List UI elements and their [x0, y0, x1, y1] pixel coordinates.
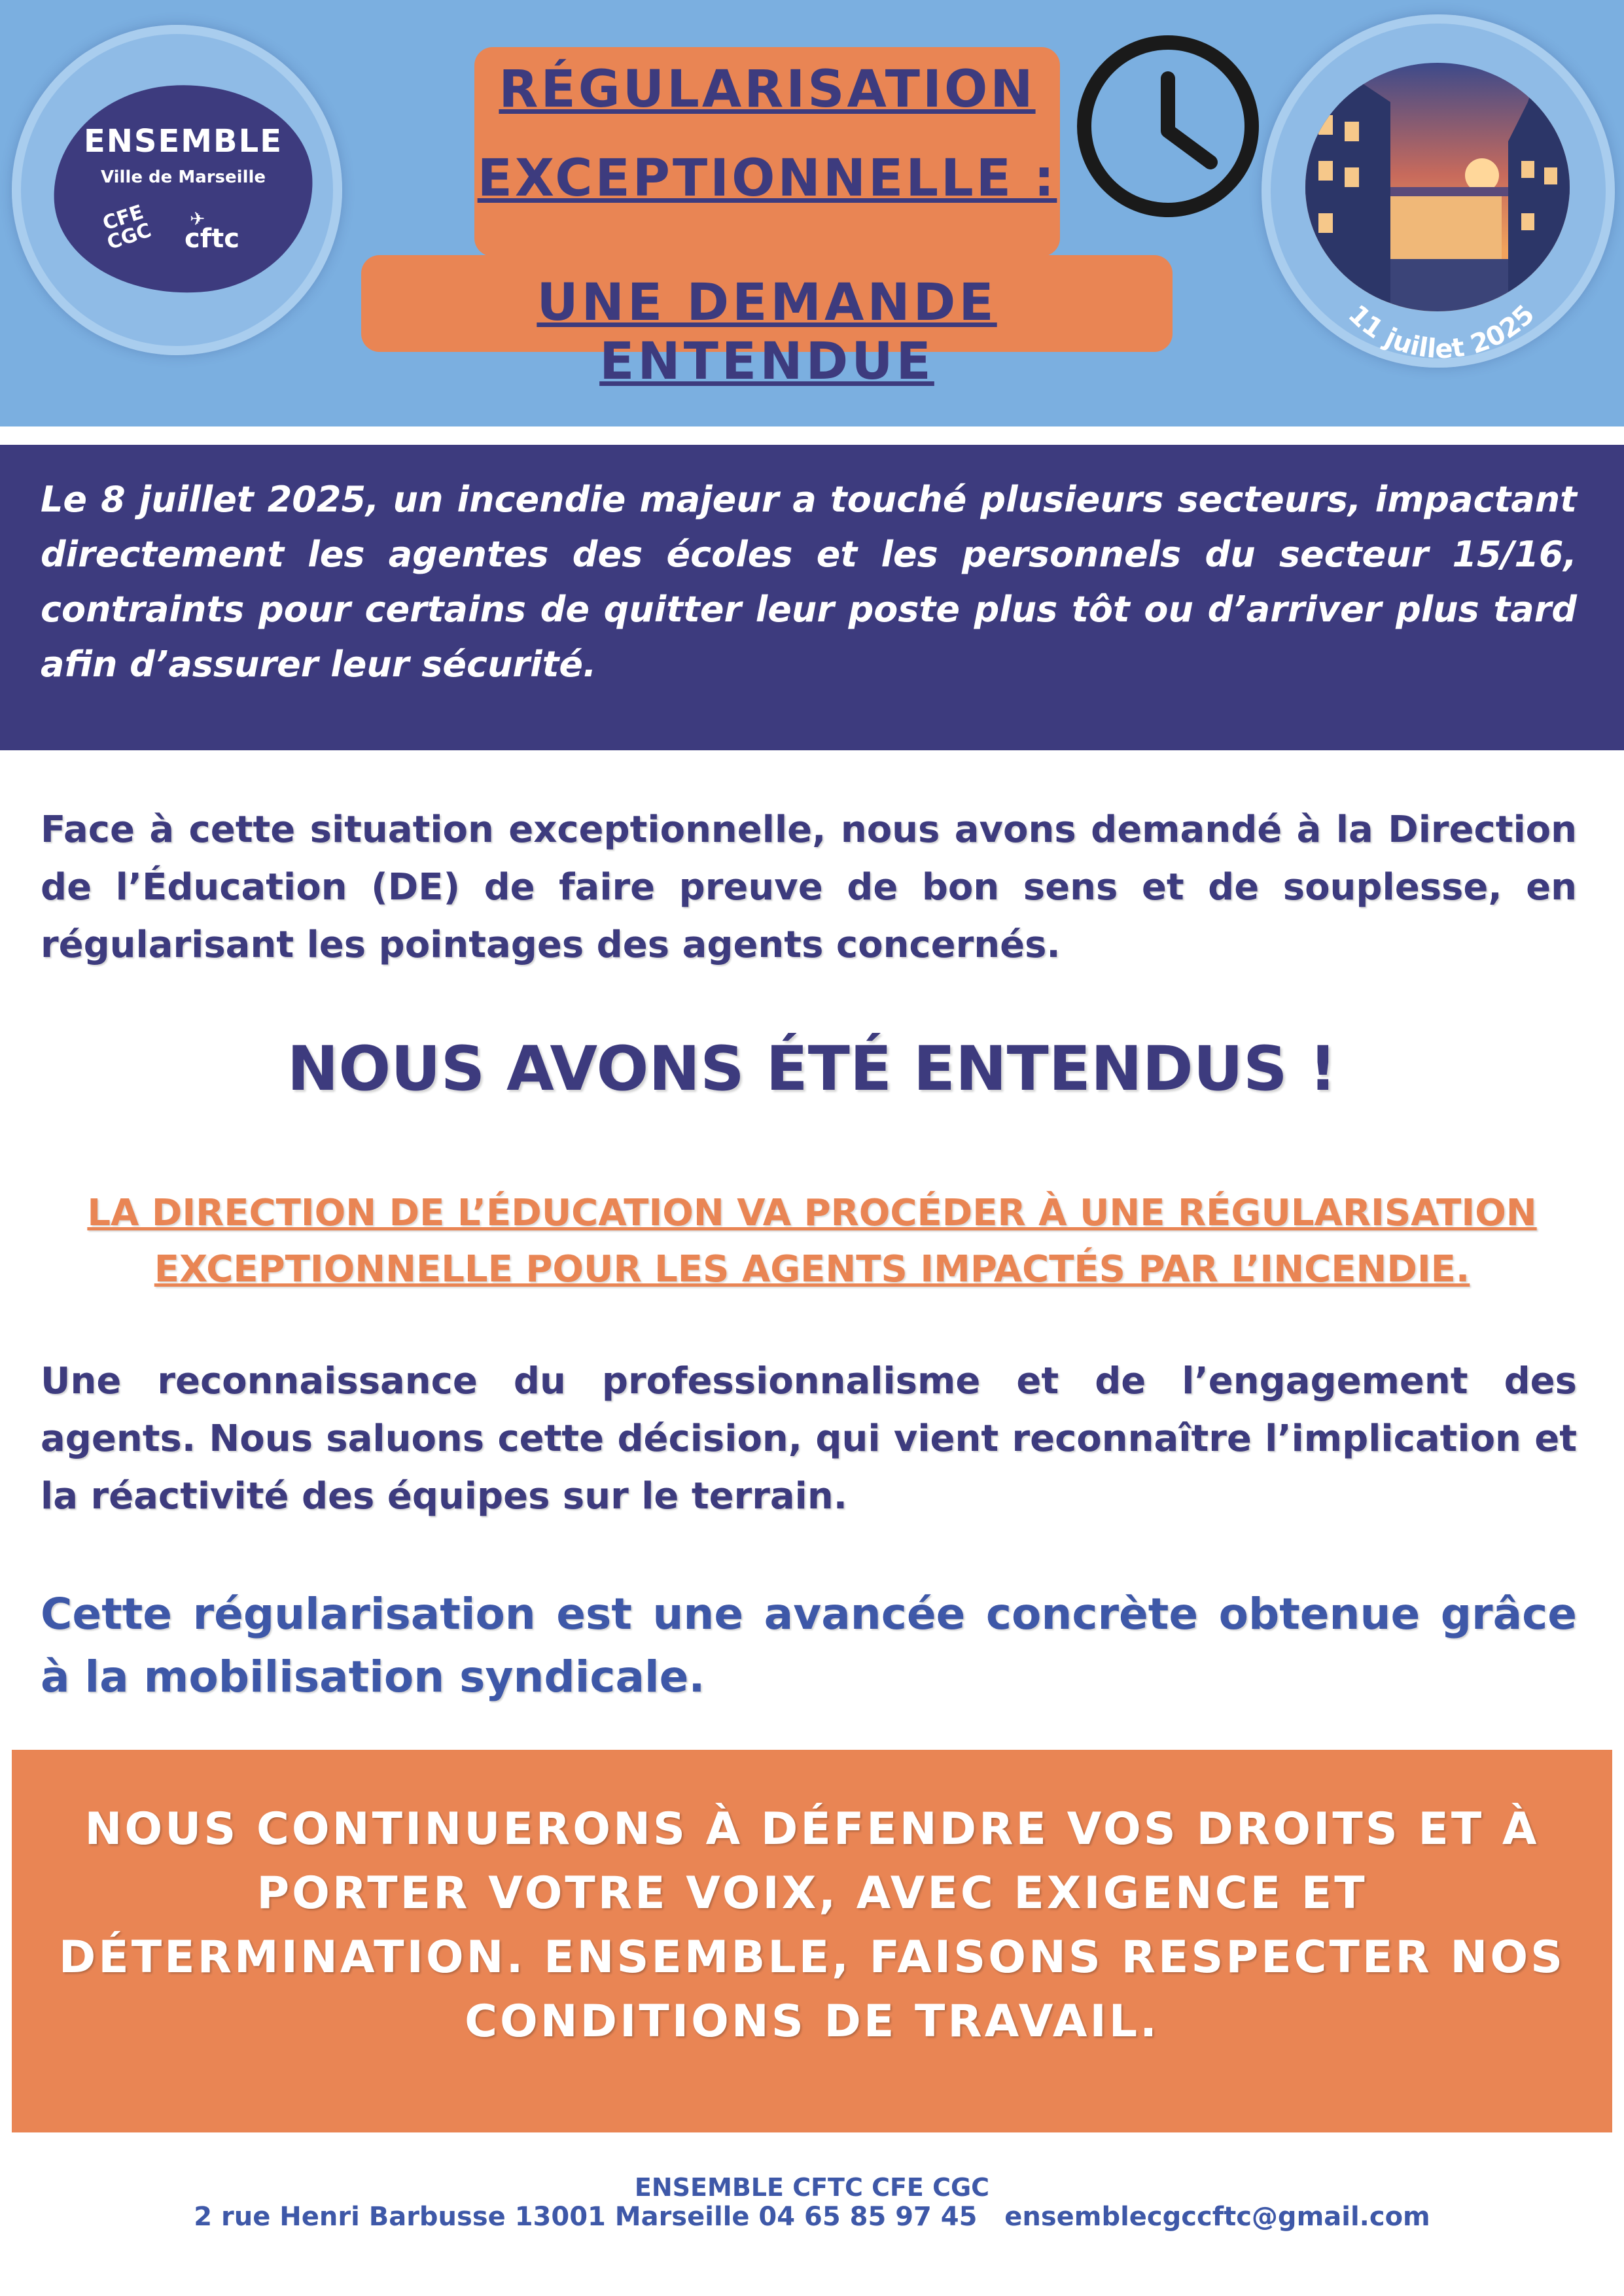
cftc-bird-icon: ✈ [190, 208, 205, 230]
intro-text: Le 8 juillet 2025, un incendie majeur a touché plusieurs secteurs, impactant directement les agentes des écoles et les personnels du secteur 15/16, contraints pour certains de quitter leur poste plus tôt ou d’arriver plus tard afin d’assurer leur sécurité. [41, 479, 1577, 685]
footer-contact: 2 rue Henri Barbusse 13001 Marseille 04 65 85 97 45 ensemblecgccftc@gmail.com [194, 2202, 1430, 2232]
title-line-3: UNE DEMANDE ENTENDUE [537, 273, 997, 391]
clock-icon [1073, 31, 1263, 221]
date-arc [1262, 14, 1615, 368]
date-text: 11 juillet 2025 [1342, 299, 1541, 365]
paragraph-request: Face à cette situation exceptionnelle, nous avons demandé à la Direction de l’Éducation (DE) de faire preuve de bon sens et de souplesse, en régularisant les pointages des agents concernés. [41, 809, 1577, 966]
paragraph-recognition: Une reconnaissance du professionnalisme et de l’engagement des agents. Nous saluons cette décision, qui vient reconnaître l’implication et la réactivité des équipes sur le terrain. [41, 1360, 1577, 1518]
svg-text:11 juillet 2025 [1343, 300, 1541, 365]
logo-subtitle: Ville de Marseille [100, 167, 266, 187]
logo-name: ENSEMBLE [83, 123, 283, 160]
logo-cfe-cgc: CFE CGC [99, 200, 154, 255]
headline: NOUS AVONS ÉTÉ ENTENDUS ! [287, 1034, 1337, 1105]
title-line-2: EXCEPTIONNELLE : [477, 149, 1057, 208]
paragraph-mobilisation: Cette régularisation est une avancée concrète obtenue grâce à la mobilisation syndicale. [41, 1589, 1577, 1702]
logo-cftc: cftc [185, 224, 239, 254]
title-line-1: RÉGULARISATION [499, 60, 1036, 119]
decision-text: LA DIRECTION DE L’ÉDUCATION VA PROCÉDER À UNE RÉGULARISATION EXCEPTIONNELLE POUR LES AGENTS IMPACTÉS PAR L’INCENDIE. [87, 1192, 1537, 1291]
footer-organisation: ENSEMBLE CFTC CFE CGC [634, 2173, 990, 2202]
closing-text: NOUS CONTINUERONS À DÉFENDRE VOS DROITS ET À PORTER VOTRE VOIX, AVEC EXIGENCE ET DÉTERMINATION. ENSEMBLE, FAISONS RESPECTER NOS CONDITIONS DE TRAVAIL. [58, 1803, 1566, 2047]
